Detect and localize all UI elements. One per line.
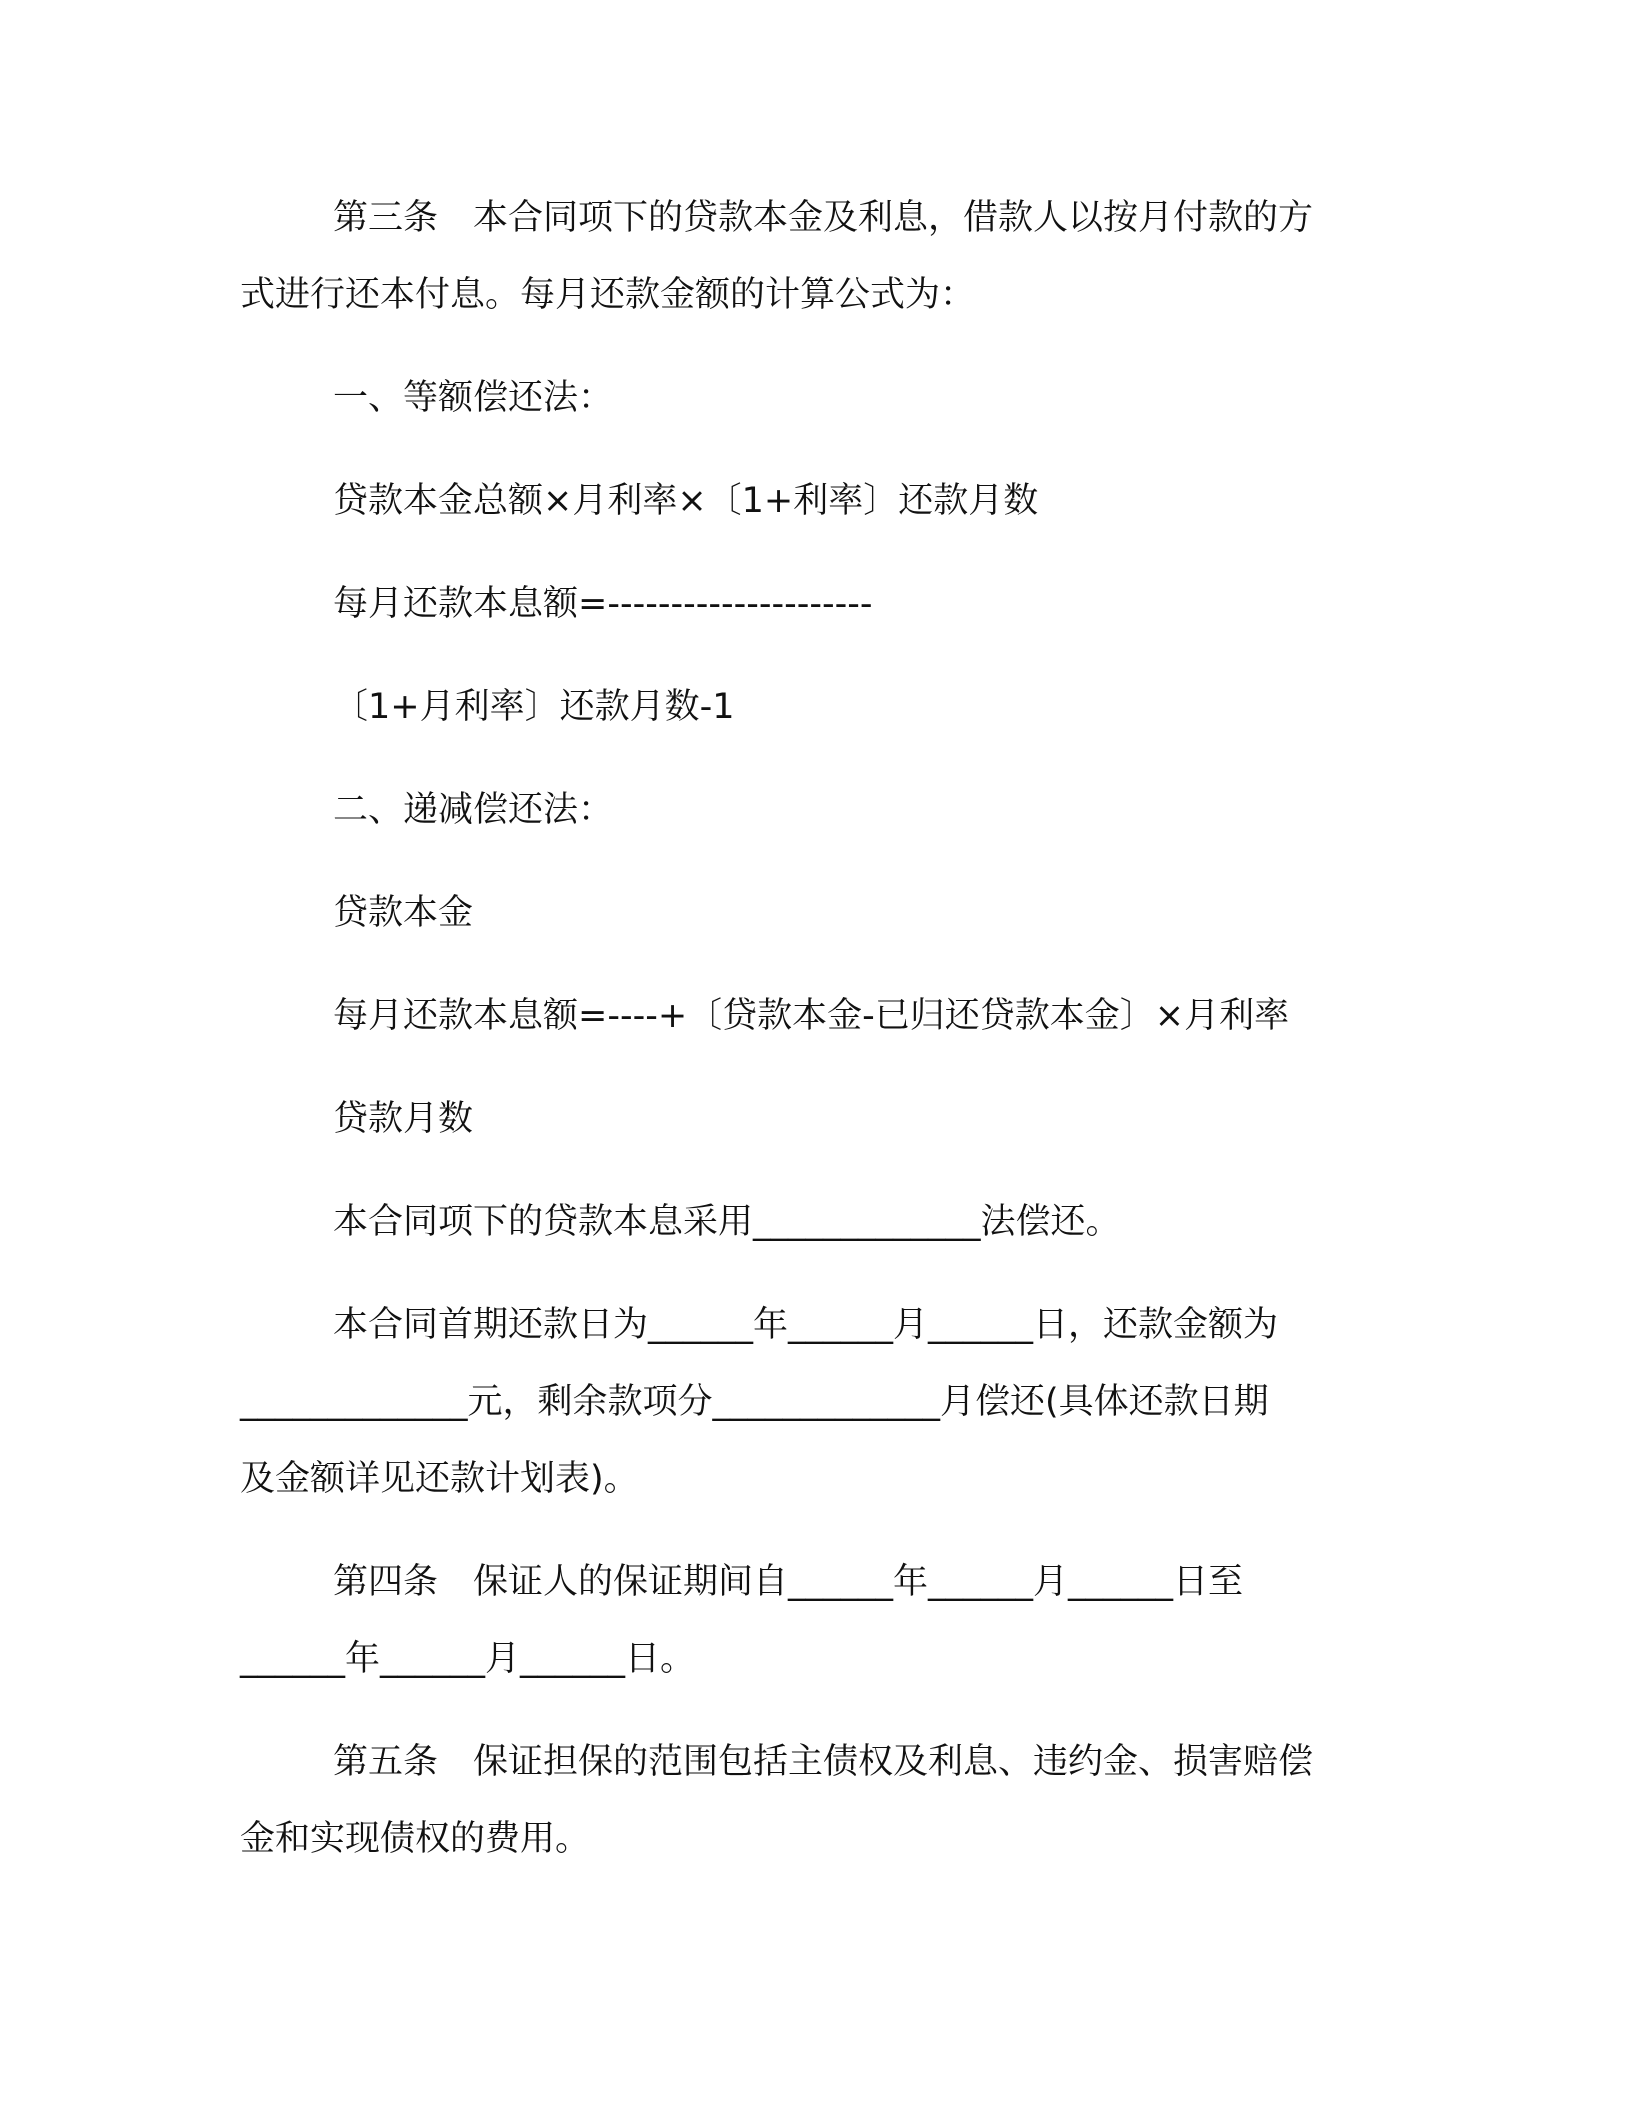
article-5-line-2: 金和实现债权的费用。 bbox=[240, 1819, 591, 1859]
first-repayment-line-3: 及金额详见还款计划表)。 bbox=[240, 1459, 639, 1499]
repayment-method-line: 本合同项下的贷款本息采用_____________法偿还。 bbox=[333, 1202, 1121, 1242]
method-2-heading: 二、递减偿还法： bbox=[333, 790, 614, 830]
article-4-line-2: ______年______月______日。 bbox=[240, 1639, 696, 1679]
article-3-line-2: 式进行还本付息。每月还款金额的计算公式为： bbox=[240, 275, 976, 315]
article-3-line-1: 第三条 本合同项下的贷款本金及利息，借款人以按月付款的方 bbox=[333, 198, 1314, 238]
method-1-heading: 一、等额偿还法： bbox=[333, 378, 614, 418]
formula-2-denominator: 贷款月数 bbox=[333, 1099, 474, 1139]
first-repayment-line-2: _____________元，剩余款项分_____________月偿还(具体还款日期 bbox=[240, 1382, 1269, 1422]
formula-1-numerator: 贷款本金总额×月利率×〔1+利率〕还款月数 bbox=[333, 481, 1039, 521]
formula-2-equation: 每月还款本息额=----+〔贷款本金-已归还贷款本金〕×月利率 bbox=[333, 996, 1290, 1036]
first-repayment-line-1: 本合同首期还款日为______年______月______日，还款金额为 bbox=[333, 1305, 1279, 1345]
formula-1-equation: 每月还款本息额=--------------------- bbox=[333, 584, 873, 624]
formula-1-denominator: 〔1+月利率〕还款月数-1 bbox=[333, 687, 735, 727]
formula-2-numerator: 贷款本金 bbox=[333, 893, 474, 933]
article-4-line-1: 第四条 保证人的保证期间自______年______月______日至 bbox=[333, 1562, 1244, 1602]
article-5-line-1: 第五条 保证担保的范围包括主债权及利息、违约金、损害赔偿 bbox=[333, 1742, 1314, 1782]
